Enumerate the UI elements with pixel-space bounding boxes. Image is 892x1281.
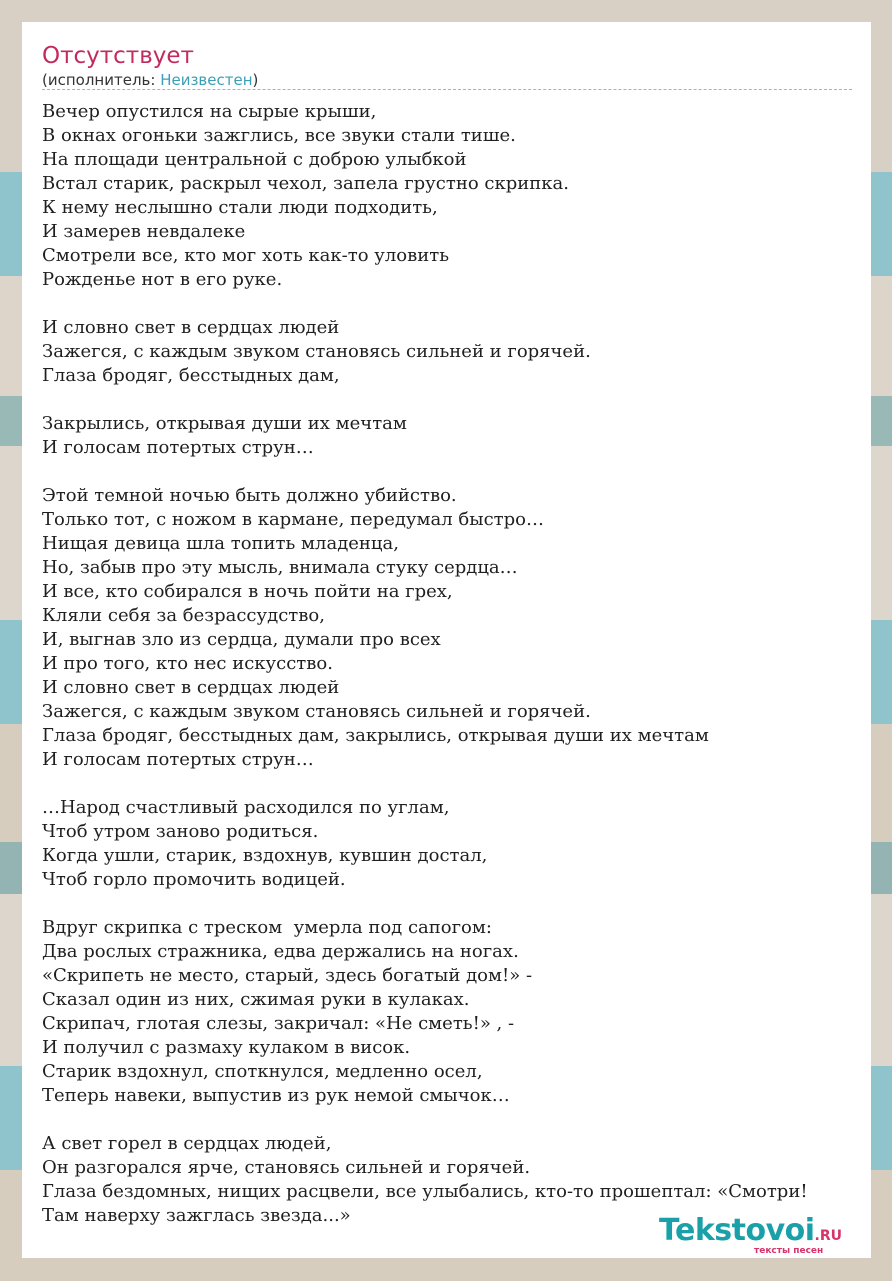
logo-main-text: Tekstovoi — [659, 1213, 815, 1248]
performer-prefix: (исполнитель: — [42, 71, 161, 89]
lyrics-text: Вечер опустился на сырые крыши, В окнах огоньки зажглись, все звуки стали тише. На площади центральной с доброю улыбкой Встал старик, раскрыл чехол, запела грустно скрипка. К нему неслышно стали люди подходить, И замерев невдалеке Смотрели все, кто мог хоть как-то уловить Рожденье нот в его руке. И словно свет в сердцах людей Зажегся, с каждым звуком становясь сильней и горячей. Глаза бродяг, бесстыдных дам, Закрылись, открывая души их мечтам И голосам потертых струн… Этой темной ночью быть должно убийство. Только тот, с ножом в кармане, передумал быстро… Нищая девица шла топить младенца, Но, забыв про эту мысль, внимала стуку сердца… И все, кто собирался в ночь пойти на грех, Кляли себя за безрассудство, И, выгнав зло из сердца, думали про всех И про того, кто нес искусство. И словно свет в сердцах людей Зажегся, с каждым звуком становясь сильней и горячей. Глаза бродяг, бесстыдных дам, закрылись, открывая души их мечтам И голосам потертых струн… …Народ счастливый расходился по углам, Чтоб утром заново родиться. Когда ушли, старик, вздохнув, кувшин достал, Чтоб горло промочить водицей. Вдруг скрипка с треском умерла под сапогом: Два рослых стражника, едва держались на ногах. «Скрипеть не место, старый, здесь богатый дом!» - Сказал один из них, сжимая руки в кулаках. Скрипач, глотая слезы, закричал: «Не сметь!» , - И получил с размаху кулаком в висок. Старик вздохнул, споткнулся, медленно осел, Теперь навеки, выпустив из рук немой смычок… А свет горел в сердцах людей, Он разгорался ярче, становясь сильней и горячей. Глаза бездомных, нищих расцвели, все улыбались, кто-то прошептал: «Смотри! Там наверху зажглась звезда...» — [42, 101, 808, 1226]
performer-link[interactable]: Неизвестен — [160, 71, 253, 89]
performer-suffix: ) — [252, 71, 259, 89]
site-logo[interactable] — [659, 1214, 869, 1254]
performer-line — [42, 71, 258, 89]
lyrics-card — [22, 22, 871, 1258]
title-divider — [42, 89, 852, 90]
logo-suffix: .RU — [814, 1228, 843, 1244]
song-title: Отсутствует — [42, 43, 194, 69]
logo-tagline: тексты песен — [754, 1246, 824, 1256]
